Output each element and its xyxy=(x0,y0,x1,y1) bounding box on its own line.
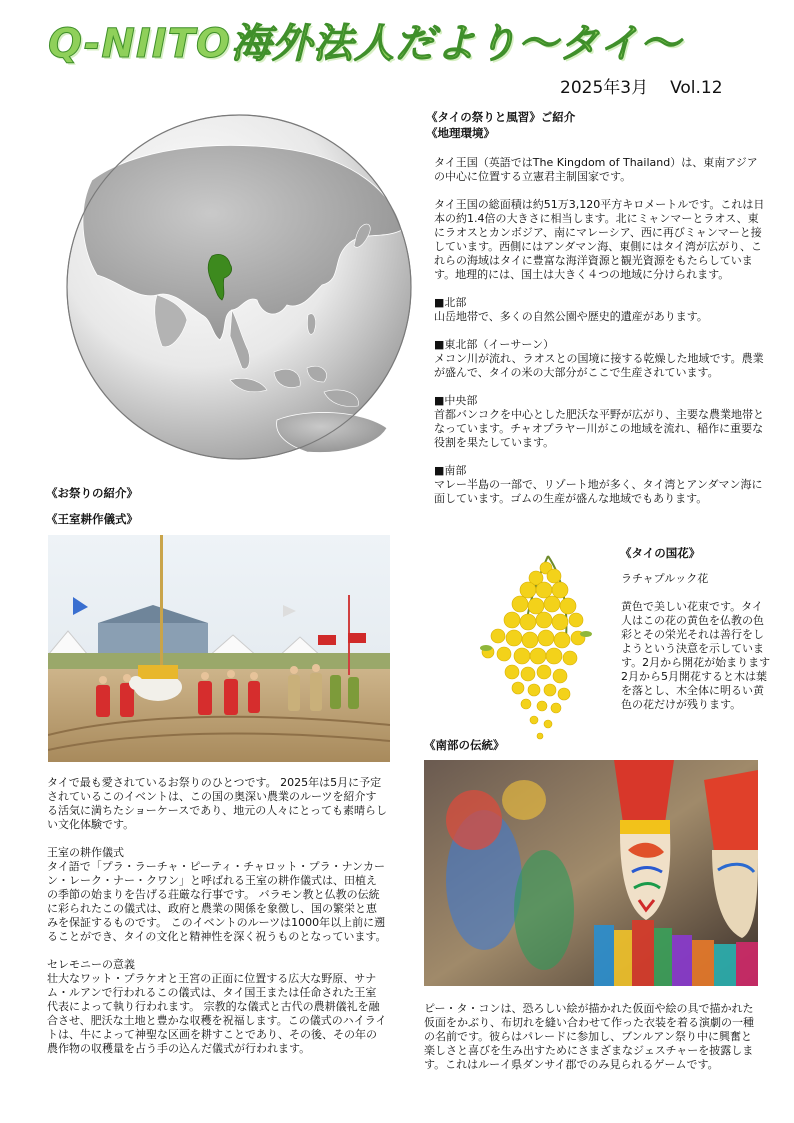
region-central-text: 首都バンコクを中心とした肥沃な平野が広がり、主要な農業地帯となっています。チャオプラヤー川がこの地域を流れ、稲作に重要な役割を果たしています。 xyxy=(434,408,764,449)
geo-heading-sub: 《地理環境》 xyxy=(426,126,495,140)
region-northeast-name: ■東北部（イーサーン） xyxy=(434,338,555,351)
ceremony-heading: 《王室耕作儀式》 xyxy=(46,512,138,526)
issue-volume: Vol.12 xyxy=(670,78,723,98)
ceremony-text2: 壮大なワット・プラケオと王宮の正面に位置する広大な野原、サナム・ルアンで行われるこの儀式は、タイ国王または任命された王室代表によって執り行われます。 宗教的な儀式と古代の農耕儀礼を融合させ、肥沃な土地と豊かな収穫を祝福します。この儀式のハイライトは、牛によって神聖な区画を耕すことであり、その後、その年の農作物の収穫量を占う手の込んだ儀式が行われます。 xyxy=(47,972,387,1055)
globe-map-svg xyxy=(62,110,416,464)
phi-ta-khon-svg xyxy=(424,760,758,986)
festival-intro: タイで最も愛されているお祭りのひとつです。 2025年は5月に予定されているこのイベントは、この国の奥深い農業のルーツを紹介する活気に満ちたショーケースであり、地元の人々にとっても素晴らしい文化体験です。 xyxy=(47,776,388,831)
phi-ta-khon-photo xyxy=(424,760,758,986)
region-central-name: ■中央部 xyxy=(434,394,478,407)
ceremony-sub2: セレモニーの意義 xyxy=(47,958,135,971)
ratchaphruek-flower-image xyxy=(468,548,614,748)
festival-body xyxy=(47,776,387,1056)
ploughing-ceremony-svg xyxy=(48,535,390,762)
flower-body xyxy=(621,572,771,712)
region-north-name: ■北部 xyxy=(434,296,467,309)
region-south-name: ■南部 xyxy=(434,464,467,477)
ceremony-sub1: 王室の耕作儀式 xyxy=(47,846,124,859)
ceremony-text1: タイ語で「プラ・ラーチャ・ピーティ・チャロット・プラ・ナンカーン・レーク・ナー・クワン」と呼ばれる王室の耕作儀式は、田植えの季節の始まりを告げる荘厳な行事です。 バラモン教と仏教の伝統に彩られたこの儀式は、政府と農業の関係を象徴し、国の繁栄と恵みを保証するものです。 このイベントのルーツは1000年以上前に遡ることができ、タイの文化と精神性を深く祝うものとなっています。 xyxy=(47,860,387,943)
flower-text: 黄色で美しい花束です。タイ人はこの花の黄色を仏教の色彩とその栄光それは善行をしようという決意を示しています。2月から開花が始まります2月から5月開花すると木は葉を落とし、木全体に明るい黄色の花だけが残ります。 xyxy=(621,600,771,711)
geo-body xyxy=(434,156,766,506)
geo-heading-main: 《タイの祭りと風習》ご紹介 xyxy=(426,110,576,124)
region-south-text: マレー半島の一部で、リゾート地が多く、タイ湾とアンダマン海に面しています。ゴムの生産が盛んな地域でもあります。 xyxy=(434,478,763,505)
geo-area: タイ王国の総面積は約51万3,120平方キロメートルです。これは日本の約1.4倍の大きさに相当します。北にミャンマーとラオス、東にラオスとカンボジア、南にマレーシア、西に再びミャンマーと接しています。西側にはアンダマン海、東側にはタイ湾が広がり、これらの海域はタイに豊富な海洋資源と観光資源をもたらしています。地理的には、国土は大きく４つの地域に分けられます。 xyxy=(434,198,765,281)
globe-map-image xyxy=(62,110,416,464)
flower-name: ラチャプルック花 xyxy=(621,572,709,585)
south-text: ピー・タ・コンは、恐ろしい絵が描かれた仮面や絵の具で描かれた仮面をかぶり、布切れを縫い合わせて作った衣装を着る演劇の一種の名前です。彼らはパレードに参加し、ブンルアン祭り中に興奮と楽しさと喜びを生み出すためにさまざまなジェスチャーを披露します。これはルーイ県ダンサイ郡でのみ見られるゲームです。 xyxy=(424,1002,754,1071)
south-body xyxy=(424,1002,758,1072)
issue-date xyxy=(560,73,723,98)
ploughing-ceremony-photo xyxy=(48,535,390,762)
geo-intro: タイ王国（英語ではThe Kingdom of Thailand）は、東南アジアの中心に位置する立憲君主制国家です。 xyxy=(434,156,758,183)
flower-heading: 《タイの国花》 xyxy=(620,546,701,560)
region-northeast-text: メコン川が流れ、ラオスとの国境に接する乾燥した地域です。農業が盛んで、タイの米の大部分がここで生産されています。 xyxy=(434,352,764,379)
issue-month: 2025年3月 xyxy=(560,78,649,98)
newsletter-title: Q-NIITO海外法人だより～タイ～ xyxy=(48,21,682,67)
flower-svg xyxy=(468,548,614,748)
festival-heading: 《お祭りの紹介》 xyxy=(46,486,138,500)
south-heading: 《南部の伝統》 xyxy=(424,738,505,752)
region-north-text: 山岳地帯で、多くの自然公園や歴史的遺産があります。 xyxy=(434,310,708,323)
